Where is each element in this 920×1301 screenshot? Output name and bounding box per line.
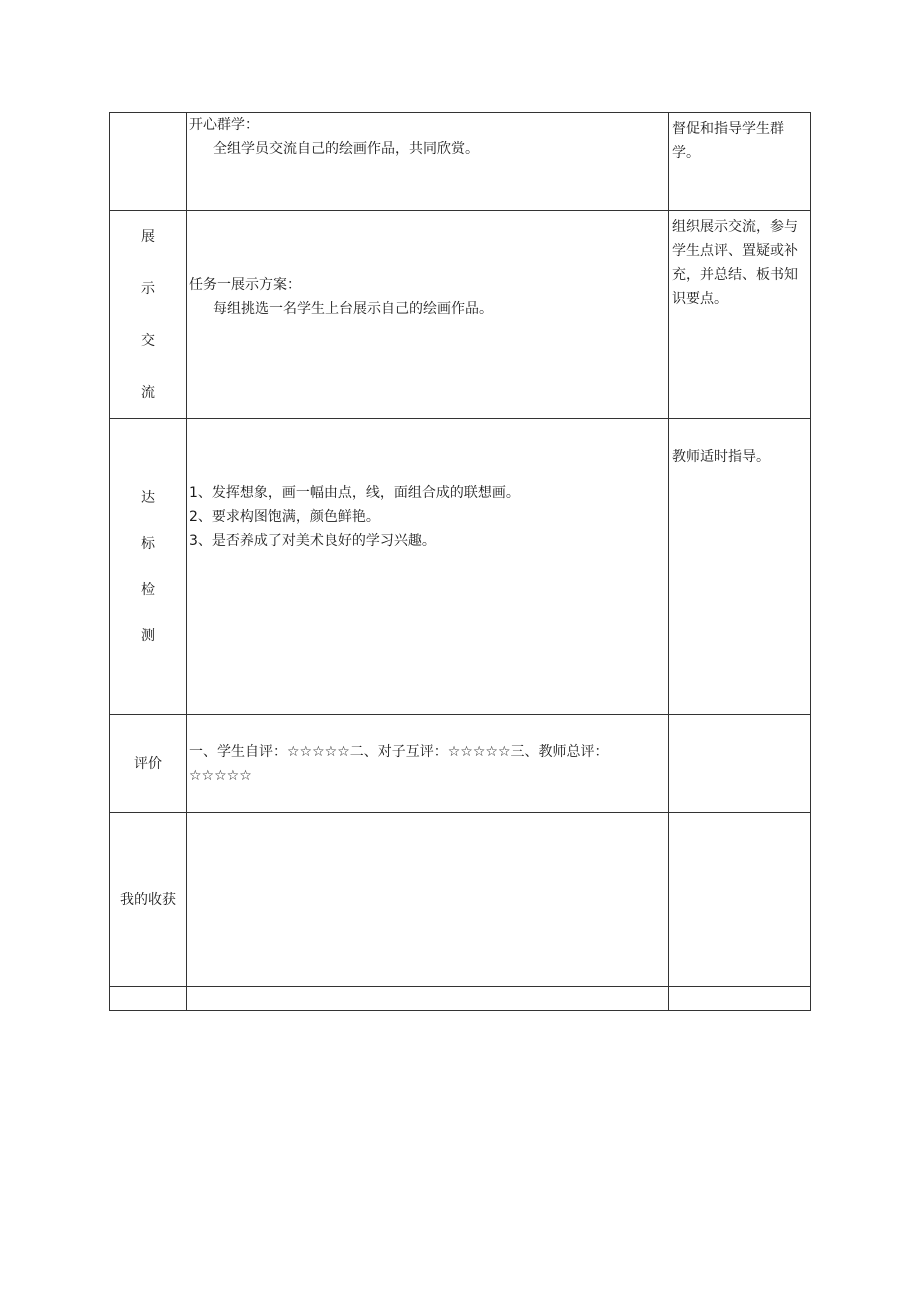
teacher-note: 教师适时指导。 xyxy=(672,449,770,465)
teacher-note-cell xyxy=(669,715,811,813)
row-label-evaluation: 评价 xyxy=(110,715,187,813)
content-line: 1、发挥想象，画一幅由点，线，面组合成的联想画。 xyxy=(189,485,520,501)
label-char: 检 xyxy=(141,581,155,598)
row-label-presentation xyxy=(110,211,187,419)
content-cell xyxy=(187,813,669,987)
content-cell xyxy=(187,211,669,419)
row-label-harvest: 我的收获 xyxy=(110,813,187,987)
lesson-plan-table xyxy=(109,112,811,1011)
teacher-note-cell xyxy=(669,813,811,987)
label-char: 示 xyxy=(141,280,155,297)
row-group-study xyxy=(110,113,811,211)
empty-cell xyxy=(669,987,811,1011)
content-cell xyxy=(187,715,669,813)
row-evaluation xyxy=(110,715,811,813)
label-char: 交 xyxy=(141,332,155,349)
label-char: 流 xyxy=(141,384,155,401)
teacher-note-cell xyxy=(669,419,811,715)
label-char: 标 xyxy=(141,535,155,552)
section-heading: 开心群学： xyxy=(189,117,259,133)
teacher-note-cell xyxy=(669,113,811,211)
content-line: 3、是否养成了对美术良好的学习兴趣。 xyxy=(189,533,436,549)
row-label-assessment xyxy=(110,419,187,715)
teacher-note: 督促和指导学生群学。 xyxy=(672,121,784,161)
label-char: 达 xyxy=(141,489,155,506)
section-heading: 任务一展示方案： xyxy=(189,277,301,293)
content-cell xyxy=(187,113,669,211)
content-line: 全组学员交流自己的绘画作品，共同欣赏。 xyxy=(213,141,479,157)
content-line: 2、要求构图饱满，颜色鲜艳。 xyxy=(189,509,380,525)
row-harvest xyxy=(110,813,811,987)
label-char: 测 xyxy=(141,627,155,644)
content-cell xyxy=(187,419,669,715)
evaluation-text: 一、学生自评：☆☆☆☆☆二、对子互评：☆☆☆☆☆三、教师总评：☆☆☆☆☆ xyxy=(189,743,609,784)
teacher-note-cell xyxy=(669,211,811,419)
row-assessment xyxy=(110,419,811,715)
teacher-note: 组织展示交流，参与学生点评、置疑或补充，并总结、板书知识要点。 xyxy=(672,219,798,307)
empty-cell xyxy=(110,987,187,1011)
row-label-empty xyxy=(110,113,187,211)
row-presentation xyxy=(110,211,811,419)
label-char: 展 xyxy=(141,228,155,245)
row-empty xyxy=(110,987,811,1011)
content-line: 每组挑选一名学生上台展示自己的绘画作品。 xyxy=(213,301,493,317)
empty-cell xyxy=(187,987,669,1011)
